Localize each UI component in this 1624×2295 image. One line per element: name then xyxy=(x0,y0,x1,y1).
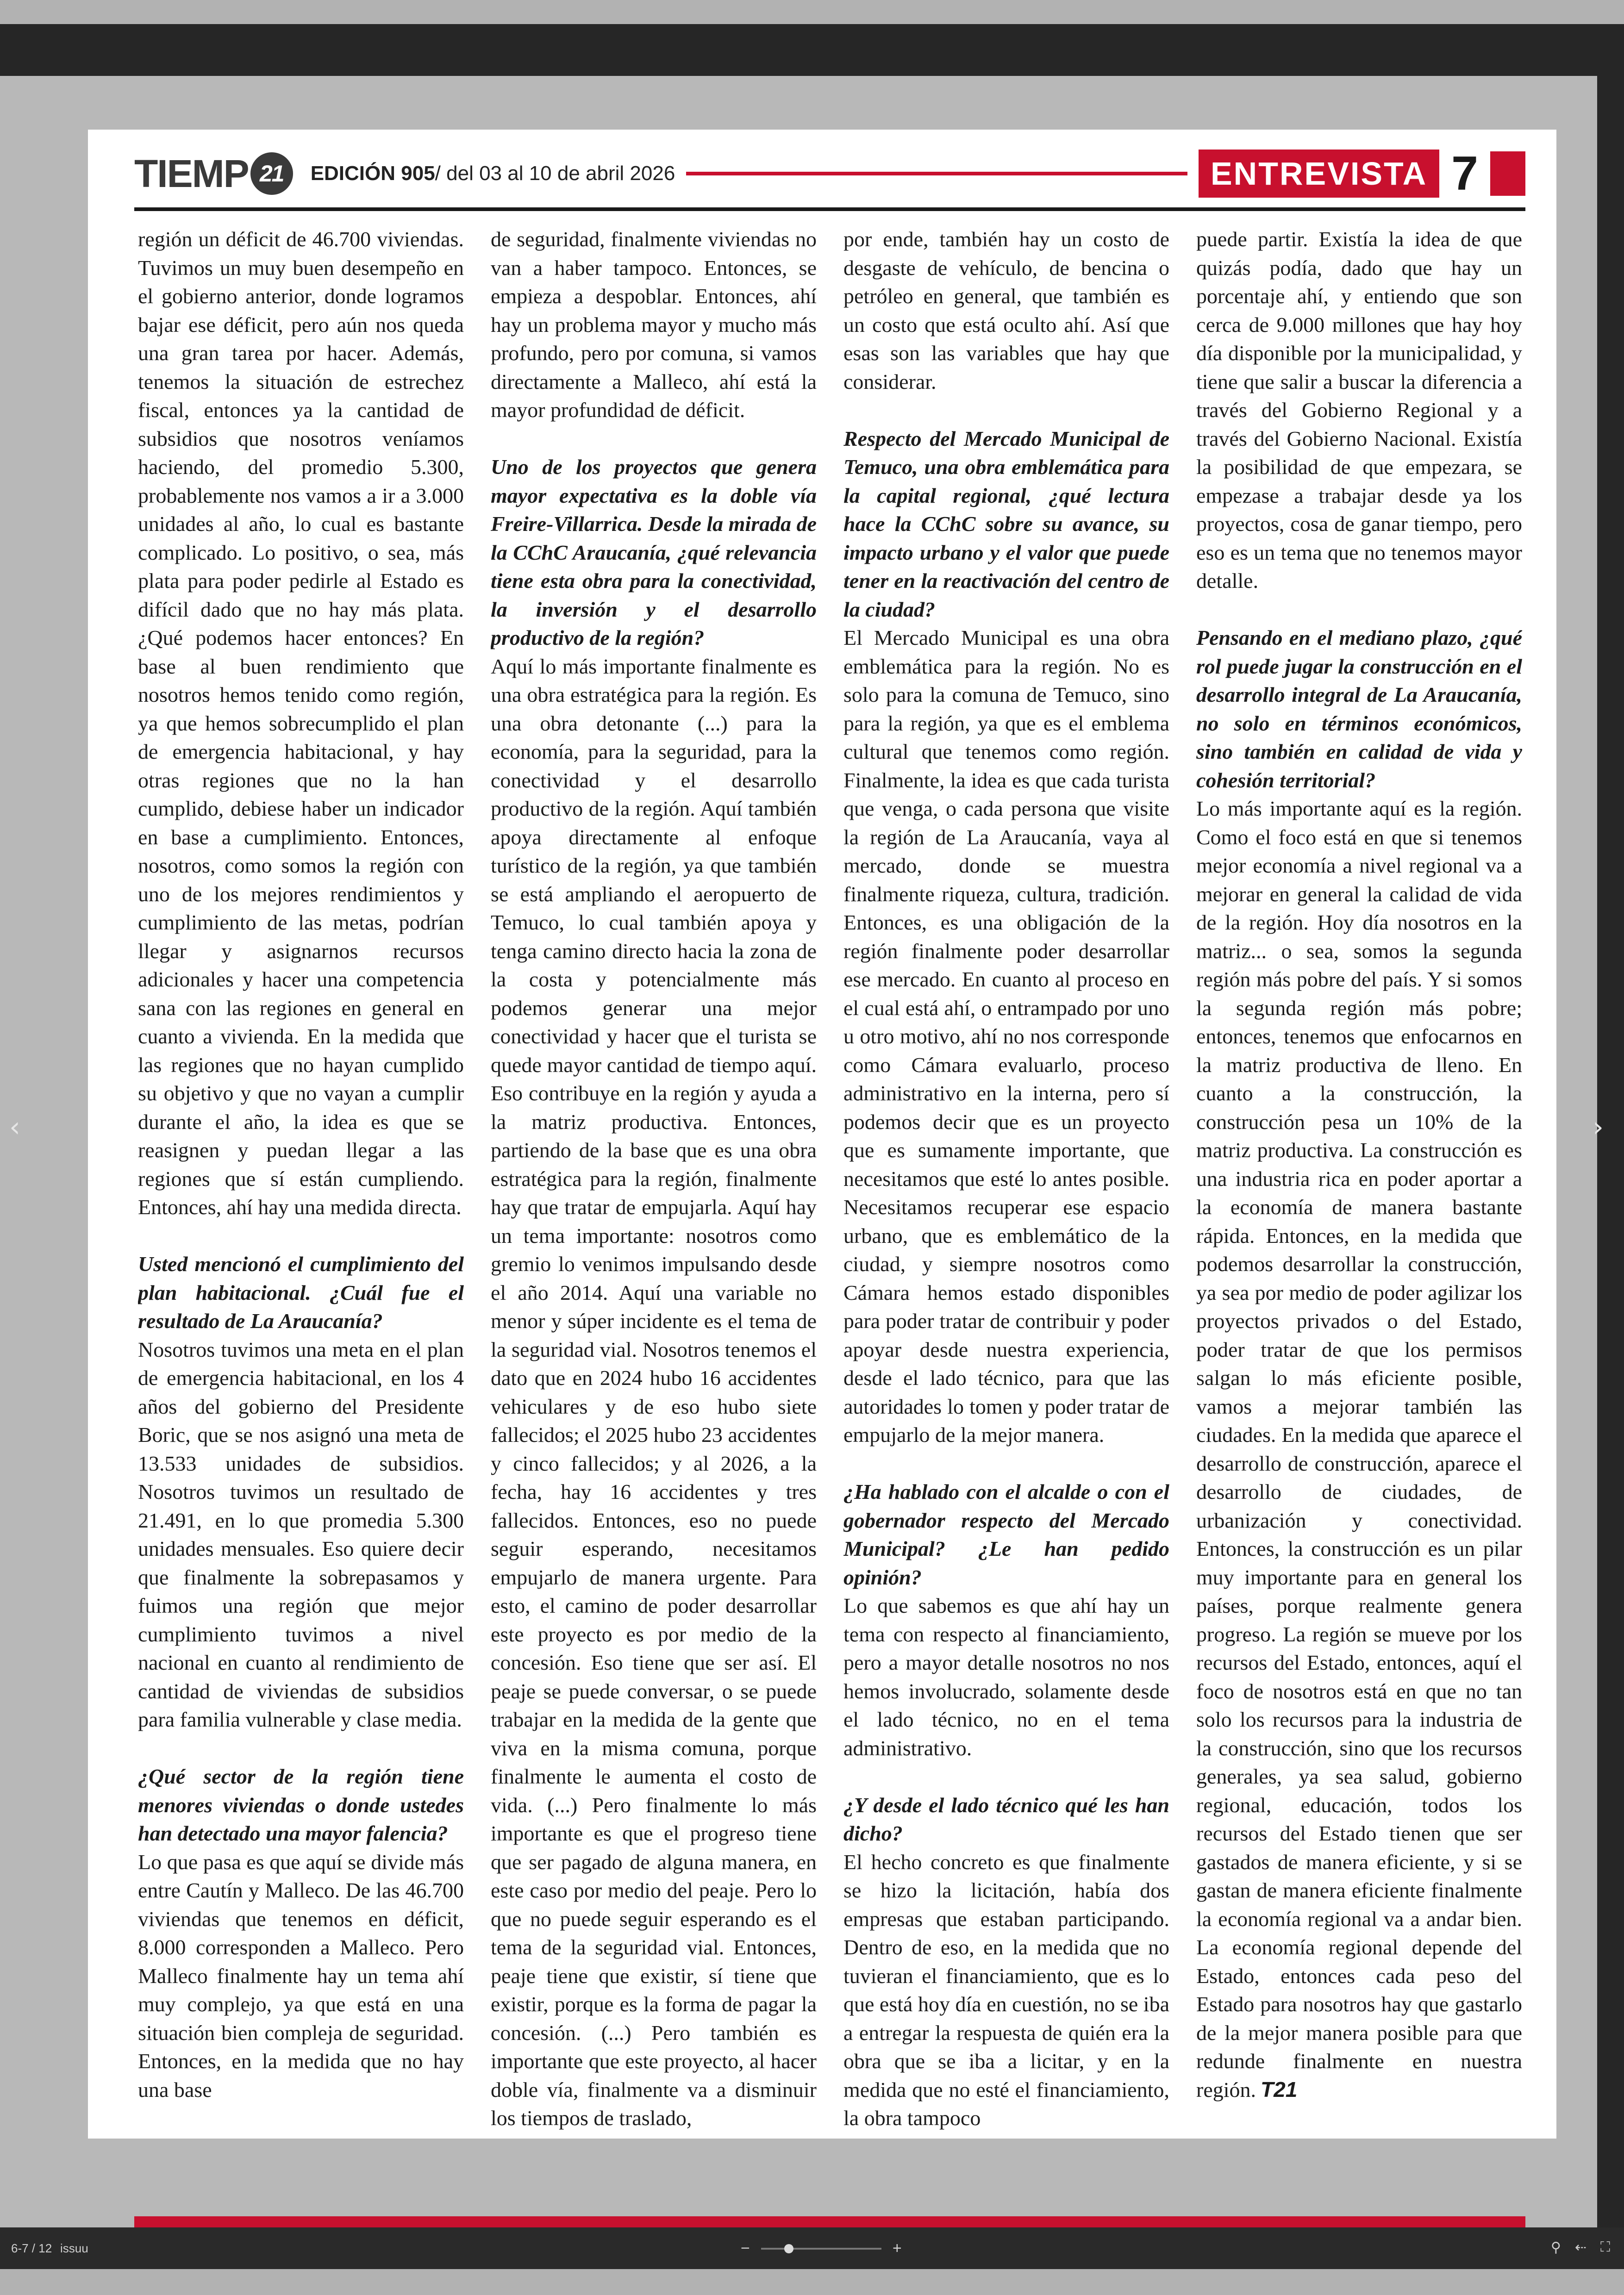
next-page-arrow-icon[interactable]: › xyxy=(1593,1111,1604,1143)
header-red-square xyxy=(1490,151,1525,196)
search-icon[interactable]: ⚲ xyxy=(1550,2240,1561,2255)
article-column-1 xyxy=(138,225,464,2178)
section-label: ENTREVISTA xyxy=(1199,150,1439,198)
interview-question: Uno de los proyectos que genera mayor expectativa es la doble vía Freire-Villarrica. Desde la mirada de la CChC Araucanía, ¿qué relevancia tiene esta obra para la conectividad, la inversión y el desarrollo productivo de la región? xyxy=(491,455,817,649)
interview-question: ¿Ha hablado con el alcalde o con el gobernador respecto del Mercado Municipal? ¿Le han pedido opinión? xyxy=(843,1480,1169,1589)
prev-page-arrow-icon[interactable]: ‹ xyxy=(9,1111,20,1143)
page-indicator: 6-7 / 12 xyxy=(11,2241,52,2255)
header-red-line xyxy=(686,172,1187,175)
zoom-slider[interactable] xyxy=(761,2248,881,2250)
header-rule xyxy=(134,207,1525,211)
article-column-2 xyxy=(491,225,817,2178)
interview-answer: El Mercado Municipal es una obra emblemática para la región. No es solo para la comuna de Temuco, sino para la región, ya que es el emblema cultural que tenemos como región. Finalmente, la idea es que cada turista que venga, o cada persona que visite la región de La Araucanía, vaya al mercado, donde se muestra finalmente riqueza, cultura, tradición. Entonces, es una obligación de la región finalmente poder desarrollar ese mercado. En cuanto al proceso en el cual está ahí, o entrampado por uno u otro motivo, ahí no nos corresponde como Cámara evaluarlo, proceso administrativo en la interna, pero sí podemos decir que es un proyecto que es sumamente importante, que necesitamos que esté lo antes posible. Necesitamos recuperar ese espacio urbano, que es emblemático de la ciudad, y siempre nosotros como Cámara hemos estado disponibles para poder tratar de contribuir y poder apoyar desde nuestra experiencia, desde el lado técnico, para que las autoridades lo tomen y poder tratar de empujarlo de la mejor manera. xyxy=(843,626,1169,1447)
viewer-top-bar xyxy=(0,24,1624,76)
zoom-out-button[interactable]: − xyxy=(741,2239,750,2257)
zoom-in-button[interactable]: + xyxy=(892,2239,902,2257)
footer-red-rule xyxy=(134,2216,1525,2227)
zoom-control xyxy=(741,2239,902,2258)
logo-badge: 21 xyxy=(250,152,293,195)
interview-answer: Aquí lo más importante finalmente es una obra estratégica para la región. Es una obra detonante (...) para la economía, para la seguridad, para la conectividad y el desarrollo productivo de la región. Aquí también apoya directamente al enfoque turístico de la región, ya que también se está ampliando el aeropuerto de Temuco, lo cual también apoya y tenga camino directo hacia la zona de la costa y potencialmente más podemos generar una mejor conectividad y hacer que el turista se quede mayor cantidad de tiempo aquí. Eso contribuye en la región y ayuda a la matriz productiva. Entonces, partiendo de la base que es una obra estratégica para la región, finalmente hay que tratar de empujarla. Aquí hay un tema importante: nosotros como gremio lo venimos impulsando desde el año 2014. Aquí una variable no menor y súper incidente es el tema de la seguridad vial. Nosotros tenemos el dato que en 2024 hubo 16 accidentes vehiculares y de eso hubo siete fallecidos; el 2025 hubo 23 accidentes y cinco fallecidos; y al 2026, a la fecha, hay 16 accidentes y tres fallecidos. Entonces, eso no puede seguir esperando, necesitamos empujarlo de manera urgente. Para esto, el camino de poder desarrollar este proyecto es por medio de la concesión. Eso tiene que ser así. El peaje se puede conversar, o se puede trabajar en la medida de la gente que viva en la misma comuna, porque finalmente le aumenta el costo de vida. (...) Pero finalmente lo más importante es que el progreso tiene que ser pagado de alguna manera, en este caso por medio del peaje. Pero lo que no puede seguir esperando es el tema de la seguridad vial. Entonces, peaje tiene que existir, sí tiene que existir, porque es la forma de pagar la concesión. (...) Pero también es importante que este proyecto, al hacer doble vía, finalmente va a disminuir los tiempos de traslado, xyxy=(491,654,817,2130)
article-body xyxy=(138,225,1522,2178)
interview-answer: Lo más importante aquí es la región. Como el foco está en que si tenemos mejor economía a nivel regional va a mejorar en general la calidad de vida de la región. Hoy día nosotros en la matriz... o sea, somos la segunda región más pobre del país. Y si somos la segunda región más pobre; entonces, tenemos que enfocarnos en la matriz productiva de lleno. En cuanto a la construcción, la construcción pesa un 10% de la matriz productiva. La construcción es una industria rica en poder aportar a la economía de manera bastante rápida. Entonces, en la medida que podemos desarrollar la construcción, ya sea por medio de poder agilizar los proyectos privados o del Estado, poder tratar de que los permisos salgan lo más eficiente posible, vamos a mejorar también las ciudades. En la medida que aparece el desarrollo de construcción, aparece el desarrollo de ciudades, de urbanización y conectividad. Entonces, la construcción es un pilar muy importante para en general los países, porque realmente genera progreso. La región se mueve por los recursos del Estado, entonces, aquí el foco de nosotros está en que no tan solo los recursos para la industria de la construcción, sino que los recursos generales, ya sea salud, gobierno regional, educación, todos los recursos del Estado tienen que ser gastados de manera eficiente, y si se gastan de manera eficiente finalmente la economía regional va a andar bien. La economía regional depende del Estado, entonces cada peso del Estado para nosotros hay que gastarlo de la mejor manera posible para que redunde finalmente en nuestra región. T21 xyxy=(1196,797,1522,2102)
edition-dates: / del 03 al 10 de abril 2026 xyxy=(435,162,675,185)
viewer-tools xyxy=(1551,2239,1610,2256)
interview-answer: región un déficit de 46.700 viviendas. Tuvimos un muy buen desempeño en el gobierno anterior, donde logramos bajar ese déficit, pero aún nos queda una gran tarea por hacer. Además, tenemos la situación de estrechez fiscal, entonces ya la cantidad de subsidios que nosotros veníamos haciendo, del promedio 5.300, probablemente nos vamos a ir a 3.000 unidades al año, lo cual es bastante complicado. Lo positivo, o sea, más plata para poder pedirle al Estado es difícil dado que no hay más plata. ¿Qué podemos hacer entonces? En base al buen rendimiento que nosotros hemos tenido como región, ya que hemos sobrecumplido el plan de emergencia habitacional, y hay otras regiones que no la han cumplido, debiese haber un indicador en base a cumplimiento. Entonces, nosotros, como somos la región con uno de los mejores rendimientos y cumplimiento de las metas, podrían llegar y asignarnos recursos adicionales y hacer una competencia sana con las regiones en general en cuanto a vivienda. En la medida que las regiones que no hayan cumplido su objetivo y que no vayan a cumplir durante el año, la idea es que se reasignen y puedan llegar a las regiones que sí están cumpliendo. Entonces, ahí hay una medida directa. xyxy=(138,227,464,1219)
interview-answer: El hecho concreto es que finalmente se hizo la licitación, había dos empresas que estaban participando. Dentro de eso, en la medida que no tuvieran el financiamiento, que es lo que está hoy día en cuestión, no se iba a entregar la respuesta de quién era la obra que se iba a licitar, y en la medida que no esté el financiamiento, la obra tampoco xyxy=(843,1850,1169,2130)
logo-text: TIEMP xyxy=(134,151,249,195)
fullscreen-icon[interactable]: ⛶ xyxy=(1600,2239,1610,2255)
edition-number: EDICIÓN 905 xyxy=(310,162,435,185)
page-number: 7 xyxy=(1451,146,1478,200)
interview-question: ¿Y desde el lado técnico qué les han dicho? xyxy=(843,1793,1169,1845)
interview-answer: por ende, también hay un costo de desgaste de vehículo, de bencina o petróleo en general, que también es un costo que está oculto ahí. Así que esas son las variables que hay que considerar. xyxy=(843,227,1169,393)
interview-answer: puede partir. Existía la idea de que quizás podía, dado que hay un porcentaje ahí, y entiendo que son cerca de 9.000 millones que hay hoy día disponible por la municipalidad, y tiene que salir a buscar la diferencia a través del Gobierno Regional y a través del Gobierno Nacional. Existía la posibilidad de que empezara, se empezase a trabajar desde ya los proyectos, cosa de ganar tiempo, pero eso es un tema que no tenemos mayor detalle. xyxy=(1196,227,1522,592)
interview-question: ¿Qué sector de la región tiene menores viviendas o donde ustedes han detectado una mayor falencia? xyxy=(138,1765,464,1845)
interview-answer: Lo que sabemos es que ahí hay un tema con respecto al financiamiento, pero a mayor detalle nosotros no nos hemos involucrado, solamente desde el lado técnico, no en el tema administrativo. xyxy=(843,1594,1169,1760)
interview-answer: Nosotros tuvimos una meta en el plan de emergencia habitacional, en los 4 años del gobierno del Presidente Boric, que se nos asignó una meta de 13.533 unidades de subsidios. Nosotros tuvimos un resultado de 21.491, en lo que promedia 5.300 unidades mensuales. Eso quiere decir que finalmente la sobrepasamos y fuimos una región que mejor cumplimiento tuvimos a nivel nacional en cuanto al rendimiento de cantidad de viviendas de subsidios para familia vulnerable y clase media. xyxy=(138,1337,464,1731)
interview-question: Respecto del Mercado Municipal de Temuco, una obra emblemática para la capital regional, ¿qué lectura hace la CChC sobre su avance, su impacto urbano y el valor que puede tener en la reactivación del centro de la ciudad? xyxy=(843,426,1169,621)
end-mark-logo: T21 xyxy=(1261,2077,1298,2102)
article-column-3 xyxy=(843,225,1169,2178)
viewer-toolbar xyxy=(0,2227,1624,2269)
interview-question: Usted mencionó el cumplimiento del plan habitacional. ¿Cuál fue el resultado de La Araucanía? xyxy=(138,1252,464,1333)
publication-logo xyxy=(134,151,293,196)
zoom-slider-knob[interactable] xyxy=(784,2244,793,2253)
edition-info xyxy=(311,162,675,185)
issuu-brand[interactable]: issuu xyxy=(60,2241,88,2255)
interview-answer: Lo que pasa es que aquí se divide más entre Cautín y Malleco. De las 46.700 viviendas que tenemos en déficit, 8.000 corresponden a Malleco. Pero Malleco finalmente hay un tema ahí muy complejo, ya que está en una situación bien compleja de seguridad. Entonces, en la medida que no hay una base xyxy=(138,1850,464,2102)
interview-answer: de seguridad, finalmente viviendas no van a haber tampoco. Entonces, se empieza a despoblar. Entonces, ahí hay un problema mayor y mucho más profundo, pero por comuna, si vamos directamente a Malleco, ahí está la mayor profundidad de déficit. xyxy=(491,227,817,422)
share-icon[interactable]: ⇠ xyxy=(1574,2240,1587,2255)
page-header xyxy=(134,139,1525,208)
interview-question: Pensando en el mediano plazo, ¿qué rol puede jugar la construcción en el desarrollo integral de La Araucanía, no solo en términos económicos, sino también en calidad de vida y cohesión territorial? xyxy=(1196,626,1522,792)
article-column-4 xyxy=(1196,225,1522,2178)
